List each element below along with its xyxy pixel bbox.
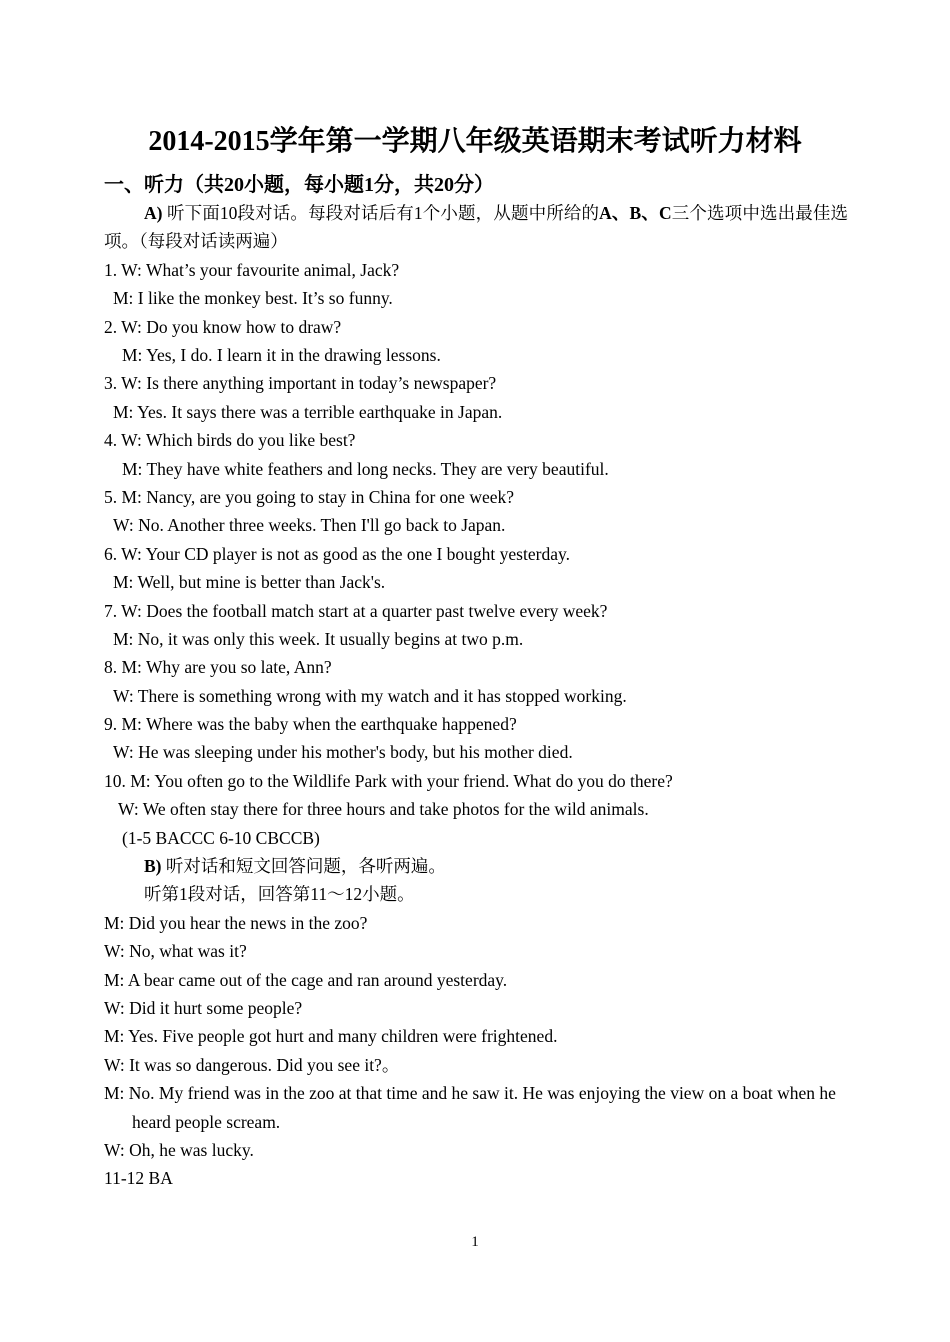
dialogue-line: 4. W: Which birds do you like best?: [104, 430, 356, 451]
part-a-label: A): [144, 203, 163, 223]
page-number: 1: [471, 1234, 479, 1250]
dialogue-line: M: A bear came out of the cage and ran around yesterday.: [104, 969, 508, 990]
dialogue-line: W: He was sleeping under his mother's body, but his mother died.: [113, 742, 573, 763]
dialogue-line: M: Yes. Five people got hurt and many children were frightened.: [104, 1026, 558, 1047]
dialogue-line: W: We often stay there for three hours and take photos for the wild animals.: [118, 799, 649, 820]
part-a-answers: (1-5 BACCC 6-10 CBCCB): [122, 827, 320, 848]
dialogue-line: W: Oh, he was lucky.: [104, 1139, 254, 1160]
part-b-instruction: [104, 852, 848, 880]
part-a-instruction-end: 三个选项中选出最佳选项。（每段对话读两遍）: [104, 203, 849, 252]
document-title: 2014-2015学年第一学期八年级英语期末考试听力材料: [148, 126, 802, 157]
dialogue-line: W: No, what was it?: [104, 941, 247, 962]
dialogue-line: M: No, it was only this week. It usually begins at two p.m.: [113, 628, 524, 649]
part-b-instruction-text: 听对话和短文回答问题，各听两遍。: [161, 856, 446, 877]
dialogue-line: M: I like the monkey best. It’s so funny.: [113, 288, 393, 309]
dialogue-line: W: There is something wrong with my watch and it has stopped working.: [113, 685, 627, 706]
part-b-label: B): [144, 856, 162, 877]
dialogue-line: 8. M: Why are you so late, Ann?: [104, 657, 332, 678]
part-a-options: A、B、C: [599, 203, 672, 223]
dialogue-line: M: Did you hear the news in the zoo?: [104, 912, 368, 933]
dialogue-line: M: Well, but mine is better than Jack's.: [113, 572, 386, 593]
section-heading-listening: 一、听力（共20小题，每小题1分，共20分）: [104, 174, 494, 196]
dialogue-line: 5. M: Nancy, are you going to stay in China for one week?: [104, 486, 515, 507]
dialogue-line: M: Yes. It says there was a terrible earthquake in Japan.: [113, 401, 503, 422]
dialogue-line: M: Yes, I do. I learn it in the drawing lessons.: [122, 344, 441, 365]
dialogue-line: 1. W: What’s your favourite animal, Jack?: [104, 259, 400, 280]
dialogue-line: 2. W: Do you know how to draw?: [104, 316, 342, 337]
part-b-sub-instruction: 听第1段对话，回答第11～12小题。: [144, 884, 415, 905]
part-a-instruction: [104, 199, 848, 256]
dialogue-line: M: No. My friend was in the zoo at that time and he saw it. He was enjoying the view on a boat when he heard people scream.: [104, 1083, 836, 1132]
dialogue-line: W: Did it hurt some people?: [104, 997, 303, 1018]
dialogue-line: 7. W: Does the football match start at a quarter past twelve every week?: [104, 600, 608, 621]
dialogue-line: W: It was so dangerous. Did you see it?。: [104, 1054, 400, 1075]
dialogue-line: 10. M: You often go to the Wildlife Park with your friend. What do you do there?: [104, 770, 673, 791]
part-a-instruction-text: 听下面10段对话。每段对话后有1个小题，从题中所给的: [162, 203, 600, 223]
listening-script: [104, 199, 848, 1193]
dialogue-line: 6. W: Your CD player is not as good as the one I bought yesterday.: [104, 543, 570, 564]
dialogue-line: 3. W: Is there anything important in today’s newspaper?: [104, 373, 497, 394]
part-b-answers: 11-12 BA: [104, 1168, 173, 1189]
dialogue-line: 9. M: Where was the baby when the earthquake happened?: [104, 714, 517, 735]
dialogue-line: W: No. Another three weeks. Then I'll go back to Japan.: [113, 515, 506, 536]
dialogue-line: M: They have white feathers and long necks. They are very beautiful.: [122, 458, 609, 479]
